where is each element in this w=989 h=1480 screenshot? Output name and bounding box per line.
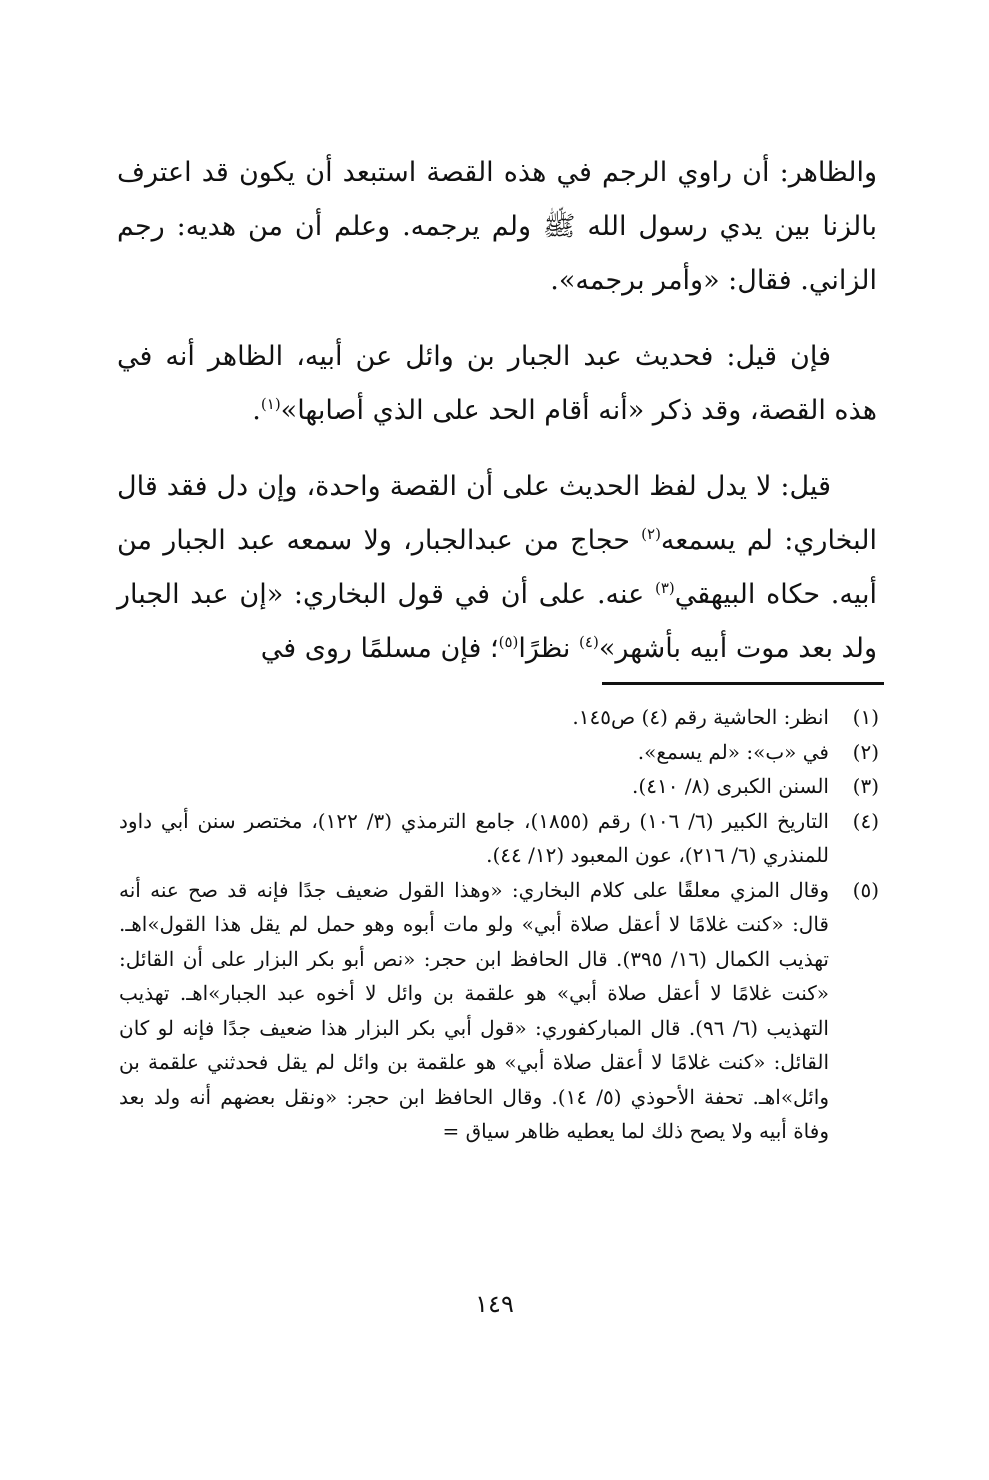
footnote-text: وقال المزي معلقًا على كلام البخاري: «وهذا القول ضعيف جدًا فإنه قد صح عنه أنه قال: «كنت غلامًا لا أعقل صلاة أبي» ولو مات أبوه وهو حمل لم يقل هذا القول»اهـ. تهذيب الكمال (١٦/ ٣٩٥). قال الحافظ ابن حجر: «نص أبو بكر البزار على أن القائل: «كنت غلامًا لا أعقل صلاة أبي» هو علقمة بن وائل لا أخوه عبد الجبار»اهـ. تهذيب التهذيب (٦/ ٩٦). قال المباركفوري: «قول أبي بكر البزار هذا ضعيف جدًا فإنه لو كان القائل: «كنت غلامًا لا أعقل صلاة أبي» هو علقمة بن وائل لم يقل فحدثني علقمة بن وائل»اهـ. تحفة الأحوذي (٥/ ١٤). وقال الحافظ ابن حجر: «ونقل بعضهم أنه ولد بعد وفاة أبيه ولا يصح ذلك لما يعطيه ظاهر سياق =: [119, 877, 829, 1143]
footnote-text: في «ب»: «لم يسمع».: [637, 739, 829, 764]
footnote-text: السنن الكبرى (٨/ ٤١٠).: [632, 774, 829, 798]
footnote-2: [119, 735, 879, 770]
paragraph-2: فإن قيل: فحديث عبد الجبار بن وائل عن أبيه، الظاهر أنه في هذه القصة، وقد ذكر «أنه أقام الحد على الذي أصابها»$^{(١)}$.: [117, 341, 877, 426]
footnote-number: (٣): [852, 774, 879, 798]
footnote-ref-2[interactable]: (٢): [641, 525, 661, 543]
footnote-4: [119, 804, 879, 873]
footnote-text: انظر: الحاشية رقم (٤) ص١٤٥.: [572, 705, 829, 729]
footnote-number: (٢): [852, 739, 879, 764]
footnotes: [119, 700, 879, 1149]
footnote-ref-4[interactable]: (٤): [579, 633, 599, 651]
footnote-number: (١): [852, 705, 879, 729]
footnote-text: التاريخ الكبير (٦/ ١٠٦) رقم (١٨٥٥)، جامع الترمذي (٣/ ١٢٢)، مختصر سنن أبي داود للمنذري (٦/ ٢١٦)، عون المعبود (١٢/ ٤٤).: [119, 808, 829, 867]
footnote-number: (٥): [852, 877, 879, 902]
footnote-ref-1[interactable]: (١): [260, 395, 281, 413]
footnote-ref-5[interactable]: (٥): [498, 633, 519, 651]
paragraph-3: قيل: لا يدل لفظ الحديث على أن القصة واحدة، وإن دل فقد قال البخاري: لم يسمعه$^{(٢)}$ حجاج من عبدالجبار، ولا سمعه عبد الجبار من أبيه. حكاه البيهقي$^{(٣)}$ عنه. على أن في قول البخاري: «إن عبد الجبار ولد بعد موت أبيه بأشهر»$^{(٤)}$ نظرًا$^{(٥)}$؛ فإن مسلمًا روى في: [117, 471, 877, 664]
footnote-separator: [602, 682, 884, 685]
footnote-1: [119, 700, 879, 735]
paragraph-1: والظاهر: أن راوي الرجم في هذه القصة استبعد أن يكون قد اعترف بالزنا بين يدي رسول الله ﷺ ولم يرجمه. وعلم أن من هديه: رجم الزاني. فقال: «وأمر برجمه».: [117, 157, 877, 296]
footnote-5: [119, 873, 879, 1149]
main-text: [117, 146, 877, 698]
footnote-number: (٤): [852, 808, 879, 833]
footnote-3: [119, 769, 879, 804]
footnote-ref-3[interactable]: (٣): [654, 579, 675, 597]
page-number: ١٤٩: [475, 1290, 514, 1318]
